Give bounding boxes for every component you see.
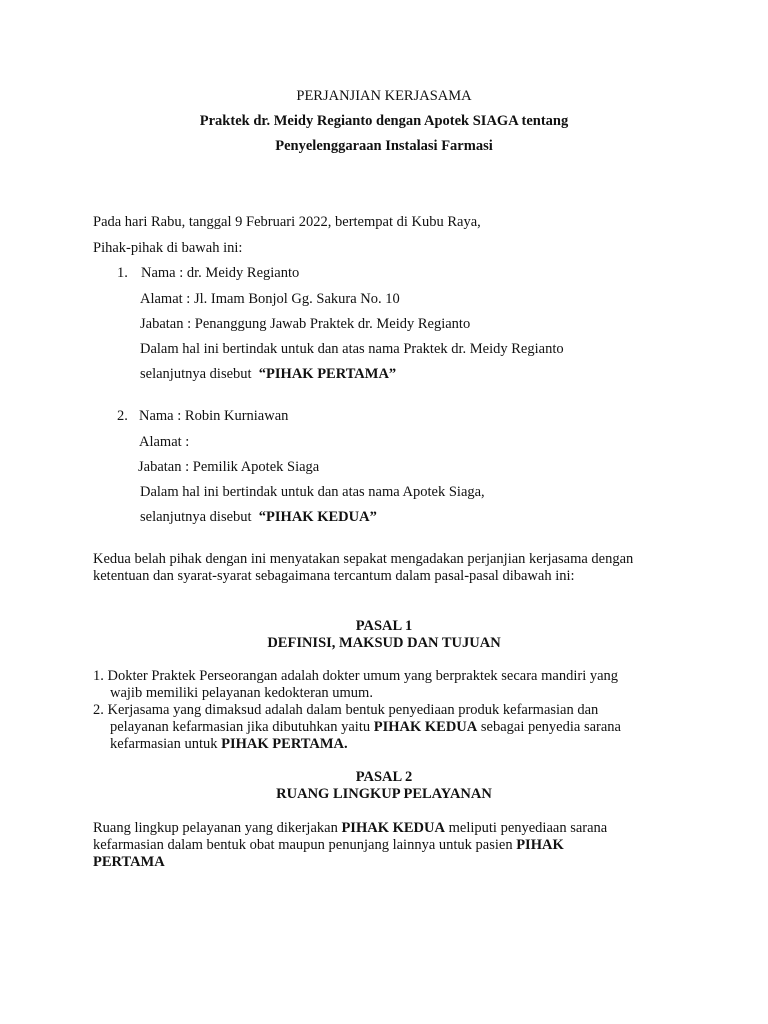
pasal2-pihak-word: PIHAK [516, 837, 564, 853]
pasal1-item1-line2: wajib memiliki pelayanan kedokteran umum. [110, 685, 373, 701]
party2-referred-prefix: selanjutnya disebut [140, 509, 252, 525]
pasal2-line1-text-a: Ruang lingkup pelayanan yang dikerjakan [93, 820, 342, 836]
date-location-line: Pada hari Rabu, tanggal 9 Februari 2022, bertempat di Kubu Raya, [93, 214, 481, 230]
pasal1-item2-pihak-pertama: PIHAK PERTAMA. [221, 736, 348, 752]
party2-name: Nama : Robin Kurniawan [139, 408, 289, 424]
party1-referred-prefix: selanjutnya disebut [140, 366, 252, 382]
party1-referred-as: “PIHAK PERTAMA” [258, 366, 397, 382]
agreement-line2: ketentuan dan syarat-syarat sebagaimana tercantum dalam pasal-pasal dibawah ini: [93, 568, 575, 584]
pasal1-item2-line3-text-a: kefarmasian untuk [110, 736, 222, 752]
pasal1-item1-line1: 1. Dokter Praktek Perseorangan adalah dokter umum yang berpraktek secara mandiri yang [93, 668, 619, 684]
party1-name: Nama : dr. Meidy Regianto [141, 265, 300, 281]
pasal1-item2-line2 [110, 719, 621, 736]
pasal2-line2 [93, 837, 564, 854]
pasal2-line1 [93, 820, 607, 837]
pasal1-item2-pihak-kedua: PIHAK KEDUA [373, 719, 478, 735]
party1-position: Jabatan : Penanggung Jawab Praktek dr. Meidy Regianto [140, 316, 471, 332]
document-title: PERJANJIAN KERJASAMA [296, 88, 472, 104]
party1-referred-line [140, 366, 396, 383]
pasal1-subheading: DEFINISI, MAKSUD DAN TUJUAN [267, 635, 501, 651]
pasal1-heading: PASAL 1 [355, 618, 413, 634]
pasal2-heading: PASAL 2 [355, 769, 413, 785]
party2-acting: Dalam hal ini bertindak untuk dan atas nama Apotek Siaga, [140, 484, 485, 500]
parties-intro: Pihak-pihak di bawah ini: [93, 240, 243, 256]
party2-referred-line [140, 509, 377, 526]
pasal2-pihak-kedua: PIHAK KEDUA [341, 820, 445, 836]
pasal2-line3: PERTAMA [93, 854, 165, 870]
party2-number: 2. [117, 408, 128, 424]
party1-number: 1. [117, 265, 128, 281]
pasal2-line1-text-c: meliputi penyediaan sarana [444, 820, 608, 836]
pasal1-item2-line3 [110, 736, 348, 753]
agreement-line1: Kedua belah pihak dengan ini menyatakan sepakat mengadakan perjanjian kerjasama dengan [93, 551, 634, 567]
document-subtitle-line2: Penyelenggaraan Instalasi Farmasi [275, 138, 493, 154]
pasal1-item2-line2-text-c: sebagai penyedia sarana [477, 719, 621, 735]
party2-position: Jabatan : Pemilik Apotek Siaga [138, 459, 320, 475]
pasal1-item2-line2-text-a: pelayanan kefarmasian jika dibutuhkan yaitu [110, 719, 374, 735]
party1-address: Alamat : Jl. Imam Bonjol Gg. Sakura No. 10 [140, 291, 400, 307]
document-subtitle-line1: Praktek dr. Meidy Regianto dengan Apotek SIAGA tentang [199, 113, 569, 129]
pasal2-subheading: RUANG LINGKUP PELAYANAN [276, 786, 492, 802]
party2-address: Alamat : [139, 434, 190, 450]
pasal2-line2-text-a: kefarmasian dalam bentuk obat maupun penunjang lainnya untuk pasien [93, 837, 517, 853]
party1-acting: Dalam hal ini bertindak untuk dan atas nama Praktek dr. Meidy Regianto [140, 341, 564, 357]
pasal1-item2-line1: 2. Kerjasama yang dimaksud adalah dalam bentuk penyediaan produk kefarmasian dan [93, 702, 599, 718]
party2-referred-as: “PIHAK KEDUA” [258, 509, 377, 525]
